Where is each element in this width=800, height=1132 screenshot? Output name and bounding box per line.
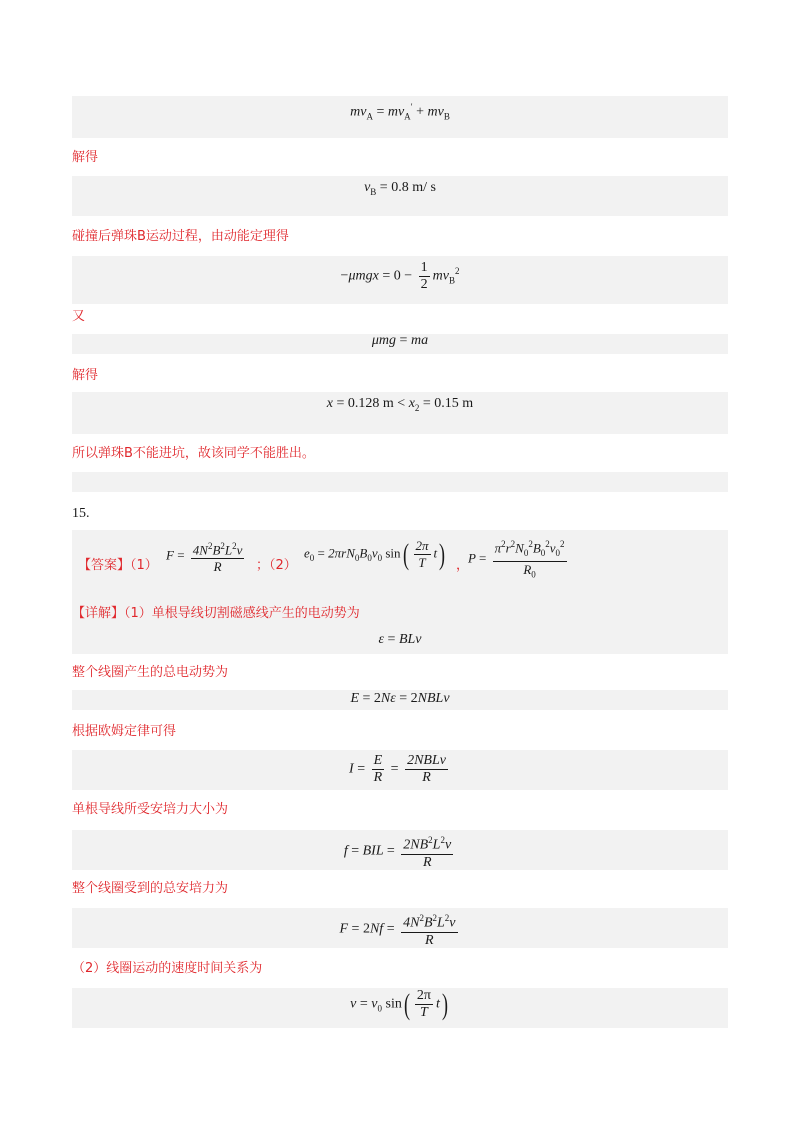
equation-emf-total: E = 2Nε = 2NBLv <box>350 691 450 706</box>
answer-row <box>72 532 728 582</box>
answer-formula-1: F = $\frac{4N^2B^2L^2v}{R}$ <box>166 538 247 575</box>
answer-separator: ；（2） <box>256 558 297 573</box>
question-number: 15. <box>72 506 90 521</box>
equation-velocity: $v = v_0$ sin( $\frac{2\pi}{T}$ t) <box>350 987 448 1021</box>
section-label: 又 <box>72 309 86 324</box>
answer-separator: ， <box>456 558 470 573</box>
section-label: 解得 <box>72 368 99 383</box>
step-label: （2）线圈运动的速度时间关系为 <box>72 961 263 976</box>
equation-force-total: F = 2Nf = $\frac{4N^2B^2L^2v}{R}$ <box>72 910 728 949</box>
equation-distance: x = 0.128 $m < x_2 = 0.15$ m <box>326 396 474 413</box>
section-label: 碰撞后弹珠B运动过程，由动能定理得 <box>72 229 289 244</box>
answer-tag: 【答案】（1） <box>78 558 158 573</box>
equation-current: I = $\frac{E}{R}$ = $\frac{\text{2NBLv}}{R}$ <box>349 753 446 785</box>
equation-friction: μmg = ma <box>371 333 429 348</box>
equation-energy: −μmgx = 0 − $\frac{1}{2}$ $mv_B^2$ <box>340 260 460 292</box>
equation-momentum: $mv_A = mv_A' + mv_B$ <box>350 102 450 122</box>
formula-band <box>72 472 728 492</box>
equation-force-single: f = BIL = $\frac{2NB^2L^2v}{R}$ <box>72 832 728 871</box>
detail-line: 【详解】（1）单根导线切割磁感线产生的电动势为 <box>72 606 360 621</box>
answer-formula-3: P = $\frac{\pi^2r^2N_0^2B_0^2v_0^2}{R_0}$ <box>468 536 570 583</box>
step-label: 整个线圈受到的总安培力为 <box>72 881 229 896</box>
step-label: 整个线圈产生的总电动势为 <box>72 665 229 680</box>
equation-emf-single: ε = BLv <box>378 632 422 647</box>
conclusion-text: 所以弹珠B不能进坑，故该同学不能胜出。 <box>72 446 315 461</box>
step-label: 单根导线所受安培力大小为 <box>72 802 229 817</box>
section-label: 解得 <box>72 150 99 165</box>
equation-vb: $v_B = 0.8$ m/ s <box>364 180 436 197</box>
answer-formula-2: $e_0 = 2\pi rN_0B_0v_0$ sin( $\frac{2\pi}{T}$ t) <box>304 537 446 571</box>
step-label: 根据欧姆定律可得 <box>72 724 177 739</box>
